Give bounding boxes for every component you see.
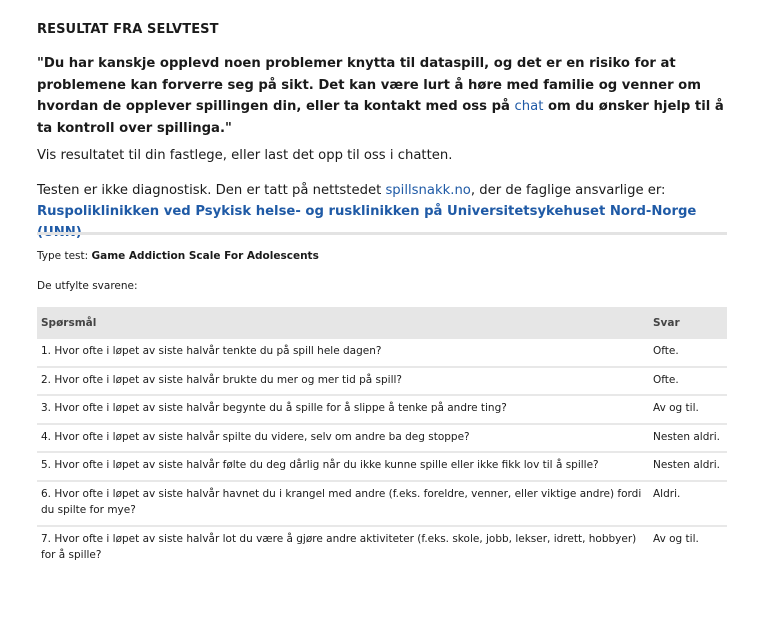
question-cell: 3. Hvor ofte i løpet av siste halvår begynte du å spille for å slippe å tenke på andre ting? [37, 395, 649, 424]
question-cell: 6. Hvor ofte i løpet av siste halvår havnet du i krangel med andre (f.eks. foreldre, venner, eller viktige andre) fordi du spilte for mye? [37, 481, 649, 526]
test-type-value: Game Addiction Scale For Adolescents [91, 250, 319, 262]
result-quote-text-end: om du ønsker hjelp til å ta kontroll over spillinga." [37, 99, 724, 136]
answer-cell: Aldri. [649, 481, 727, 526]
clinic-link[interactable]: Ruspoliklinikken ved Psykisk helse- og rusklinikken på Universitetsykehuset Nord-Norge [37, 204, 697, 219]
table-header-row [37, 307, 727, 339]
result-quote [37, 53, 727, 139]
answer-cell: Ofte. [649, 367, 727, 396]
table-row [37, 481, 727, 526]
question-cell: 5. Hvor ofte i løpet av siste halvår følte du deg dårlig når du ikke kunne spille eller ikke fikk lov til å spille? [37, 452, 649, 481]
answer-cell: Nesten aldri. [649, 452, 727, 481]
answer-cell: Av og til. [649, 395, 727, 424]
answer-column-header: Svar [649, 307, 727, 339]
test-type-label: Type test: [37, 250, 92, 262]
disclaimer-text-start: Testen er ikke diagnostisk. Den er tatt på nettstedet [37, 183, 386, 198]
question-cell: 2. Hvor ofte i løpet av siste halvår brukte du mer og mer tid på spill? [37, 367, 649, 396]
answer-cell: Nesten aldri. [649, 424, 727, 453]
question-cell: 1. Hvor ofte i løpet av siste halvår tenkte du på spill hele dagen? [37, 339, 649, 367]
answers-table [37, 307, 727, 570]
table-row [37, 339, 727, 367]
result-note: Vis resultatet til din fastlege, eller last det opp til oss i chatten. [37, 148, 453, 163]
question-column-header: Spørsmål [37, 307, 649, 339]
question-cell: 7. Hvor ofte i løpet av siste halvår lot du være å gjøre andre aktiviteter (f.eks. skole, jobb, lekser, idrett, hobbyer) for å spille? [41, 532, 637, 561]
table-row [37, 367, 727, 396]
answer-cell: Av og til. [653, 532, 699, 545]
table-row [37, 395, 727, 424]
table-row [37, 452, 727, 481]
disclaimer-text-end: , der de faglige ansvarlige er: [470, 183, 666, 198]
filled-answers-label: De utfylte svarene: [37, 280, 138, 292]
question-cell: 4. Hvor ofte i løpet av siste halvår spilte du videre, selv om andre ba deg stoppe? [37, 424, 649, 453]
answer-cell: Ofte. [649, 339, 727, 367]
chat-link[interactable]: chat [514, 99, 544, 114]
section-divider [37, 232, 727, 235]
spillsnakk-link[interactable]: spillsnakk.no [385, 183, 471, 198]
page-title: RESULTAT FRA SELVTEST [37, 22, 219, 37]
result-quote-text-start: "Du har kanskje opplevd noen problemer knytta til dataspill, og det er en risiko for at problemene kan forverre seg på sikt. Det kan være lurt å høre med familie og venner om hvordan de opplever spillingen din, eller ta kontakt med oss på [37, 56, 701, 114]
table-row [37, 526, 727, 570]
test-type [37, 250, 319, 262]
table-row [37, 424, 727, 453]
